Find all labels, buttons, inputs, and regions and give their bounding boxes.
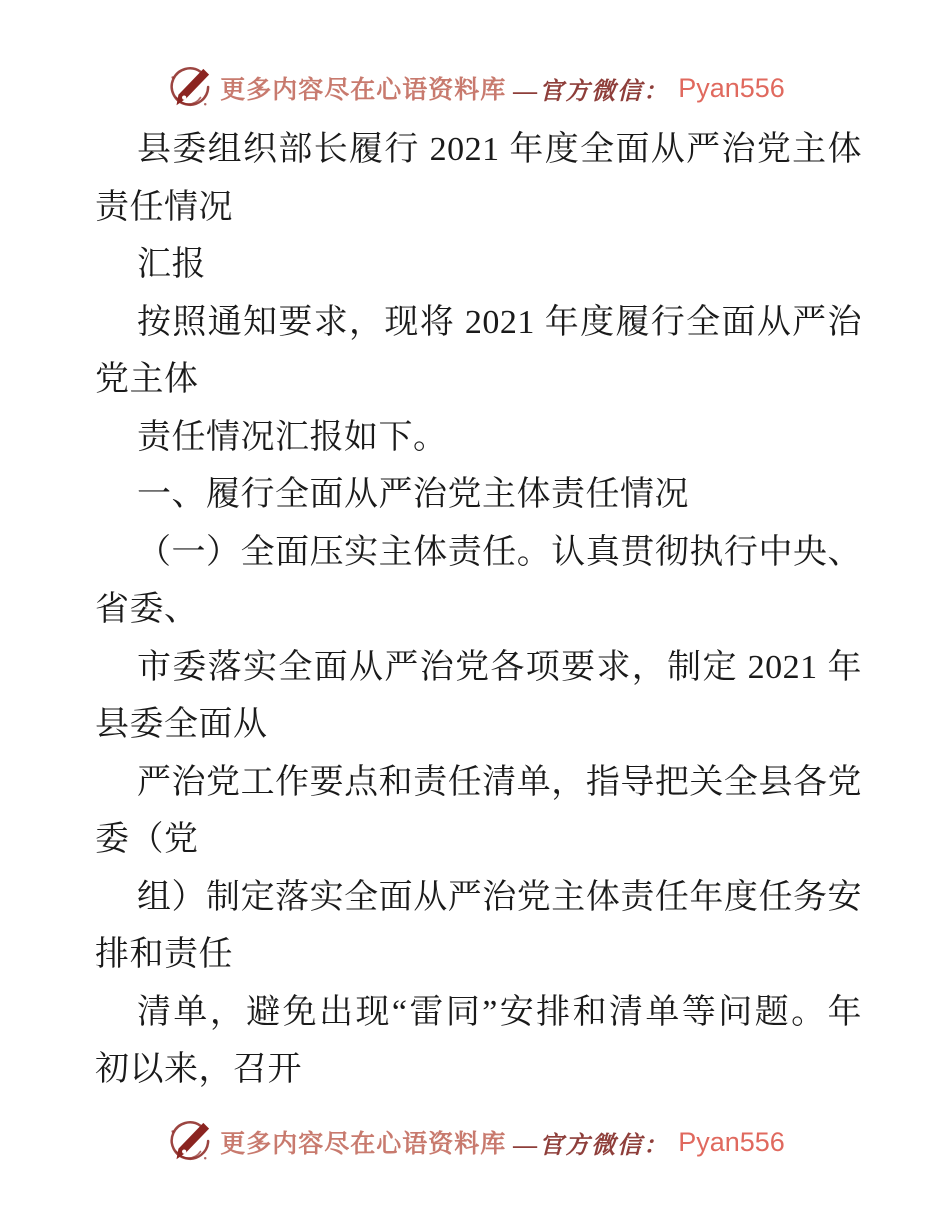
document-line: 市委落实全面从严治党各项要求，制定 2021 年 xyxy=(137,648,862,686)
document-line: 县委组织部长履行 2021 年度全面从严治党主体 xyxy=(137,131,862,168)
watermark-wechat-label: —官方微信： xyxy=(513,1132,670,1159)
document-line: 省委、 xyxy=(95,591,199,628)
document-line: 排和责任 xyxy=(95,936,233,973)
watermark-wechat-id: Pyan556 xyxy=(678,1126,785,1157)
watermark-header xyxy=(0,62,950,114)
watermark-wechat-id: Pyan556 xyxy=(678,72,785,103)
document-body xyxy=(95,121,862,1099)
document-line: 组）制定落实全面从严治党主体责任年度任务安 xyxy=(137,878,862,916)
document-line: 县委全面从 xyxy=(95,706,268,743)
document-line: 责任情况 xyxy=(95,188,233,226)
pen-circle-logo-icon xyxy=(165,1119,211,1165)
document-line: 一、履行全面从严治党主体责任情况 xyxy=(137,476,689,513)
pen-circle-logo-icon xyxy=(165,65,211,111)
document-line: （一）全面压实主体责任。认真贯彻执行中央、 xyxy=(137,533,862,571)
watermark-wechat-label: —官方微信： xyxy=(513,78,670,105)
document-line: 党主体 xyxy=(95,361,199,398)
document-line: 清单，避免出现“雷同”安排和清单等问题。年 xyxy=(137,993,862,1031)
watermark-brand-text: 更多内容尽在心语资料库 xyxy=(220,77,507,104)
document-line: 汇报 xyxy=(137,246,206,283)
document-line: 严治党工作要点和责任清单，指导把关全县各党 xyxy=(137,763,862,801)
document-line: 委（党 xyxy=(95,821,199,858)
document-line: 按照通知要求，现将 2021 年度履行全面从严治 xyxy=(137,303,862,341)
document-line: 责任情况汇报如下。 xyxy=(137,418,448,456)
document-line: 初以来，召开 xyxy=(95,1051,302,1088)
watermark-brand-text: 更多内容尽在心语资料库 xyxy=(220,1131,507,1158)
watermark-footer xyxy=(0,1116,950,1168)
